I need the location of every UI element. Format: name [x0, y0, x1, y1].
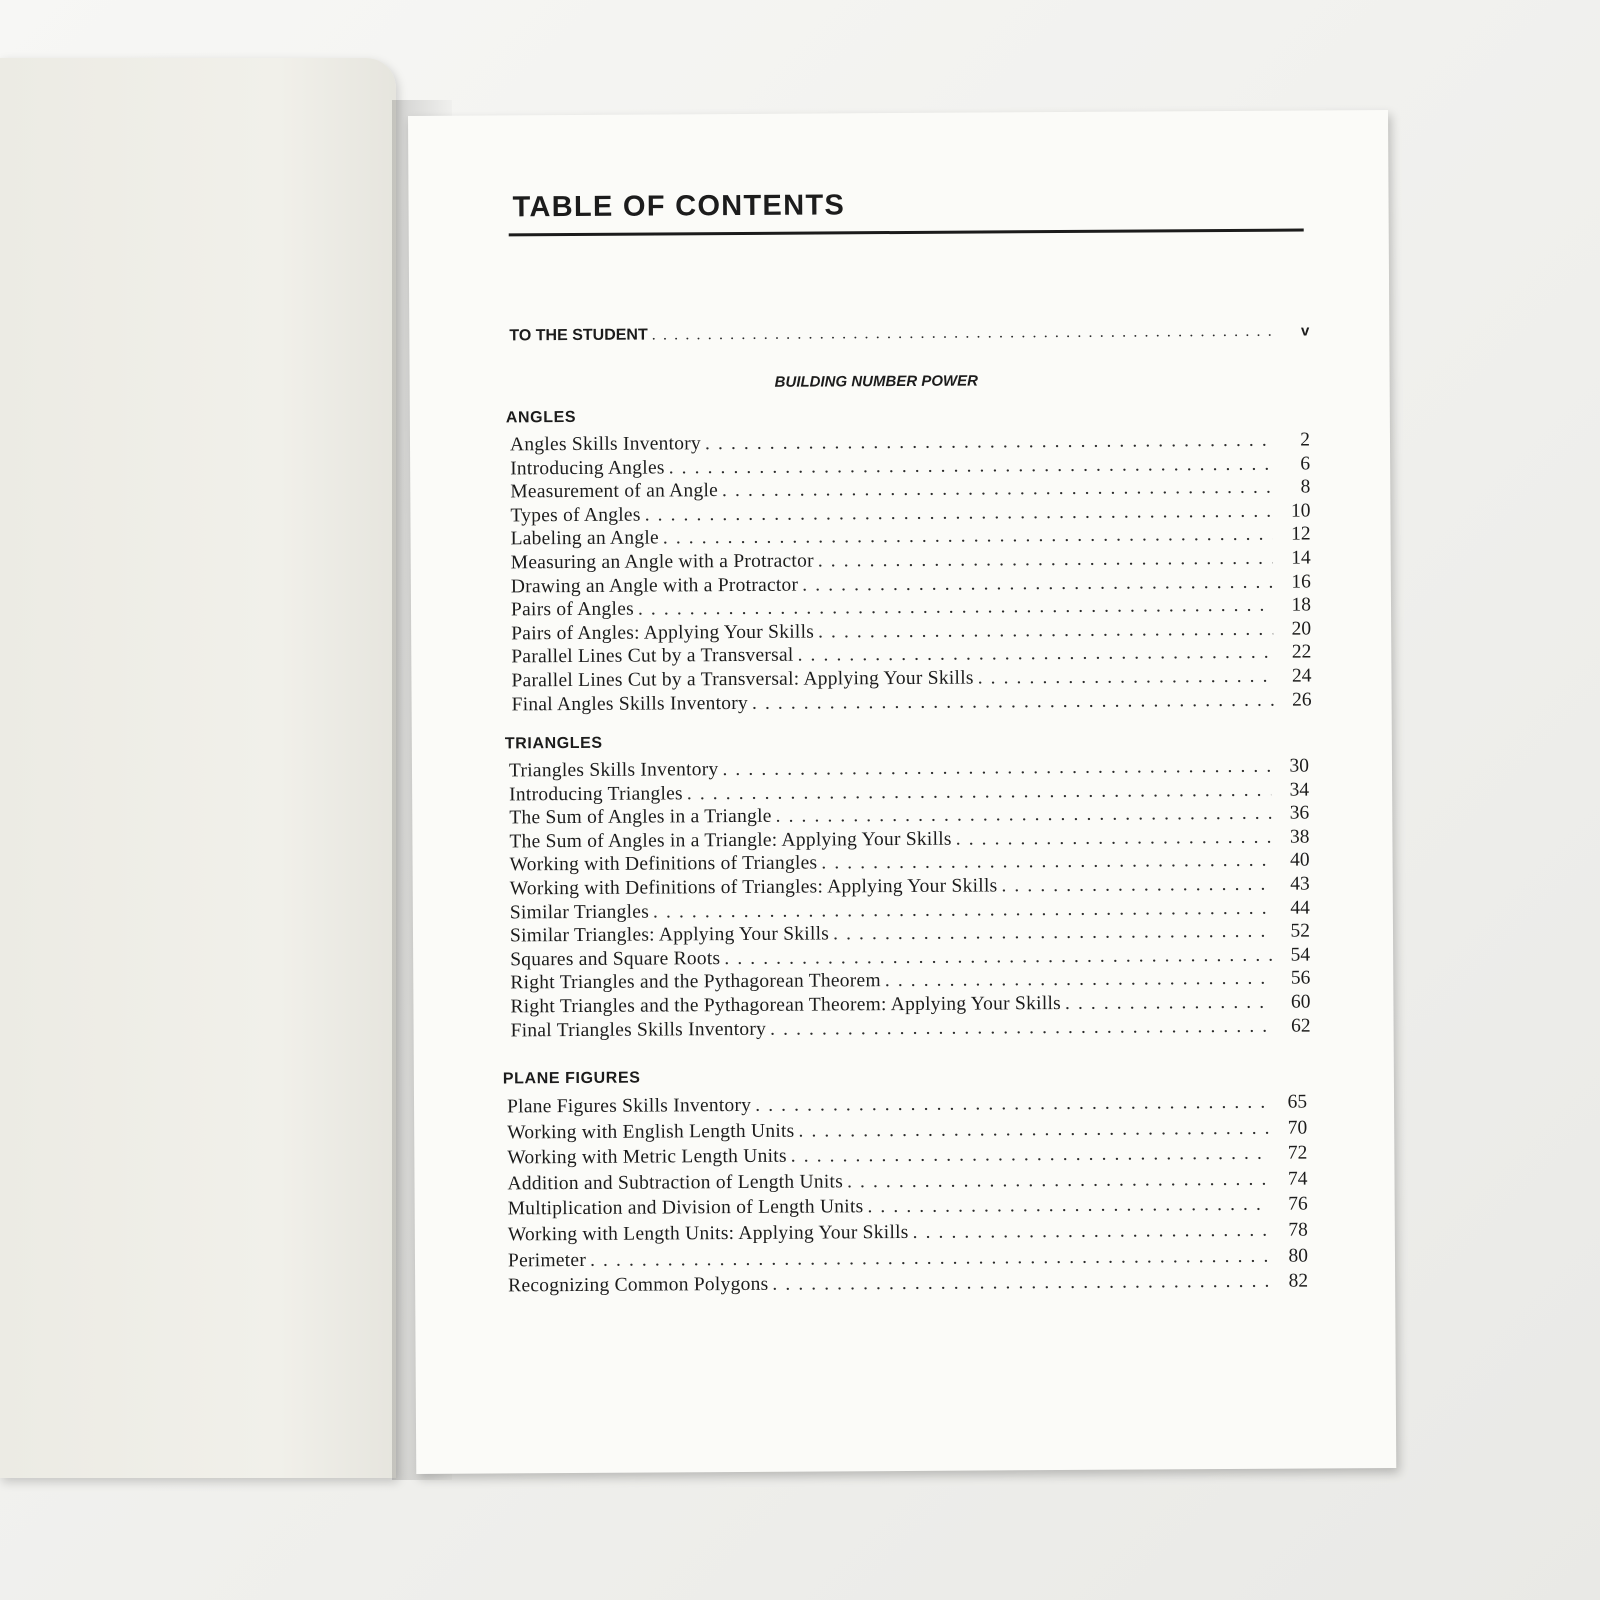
- dot-leader: [797, 641, 1273, 667]
- dot-leader: [776, 802, 1272, 829]
- entry-title: The Sum of Angles in a Triangle: Applying Your Skills: [509, 828, 952, 853]
- entry-title: Working with English Length Units: [507, 1120, 795, 1144]
- dot-leader: [772, 1269, 1270, 1298]
- entry-page-number: 36: [1289, 802, 1310, 824]
- dot-leader: [818, 547, 1273, 573]
- entry-title: Addition and Subtraction of Length Units: [507, 1171, 844, 1195]
- entry-title: Pairs of Angles: [510, 598, 635, 621]
- entry-title: Working with Definitions of Triangles: [509, 852, 818, 876]
- entry-page-number: 82: [1288, 1270, 1309, 1292]
- dot-leader: [885, 967, 1273, 993]
- entry-title: Perimeter: [507, 1249, 587, 1271]
- dot-leader: [1001, 873, 1271, 898]
- entry-title: Introducing Triangles: [509, 782, 683, 805]
- entry-title: The Sum of Angles in a Triangle: [509, 805, 772, 829]
- entry-title: Plane Figures Skills Inventory: [506, 1094, 752, 1118]
- entry-page-number: 24: [1291, 665, 1312, 687]
- section-plane-figures: [502, 1066, 1309, 1300]
- entry-page-number: 43: [1290, 873, 1310, 895]
- section-triangles: [504, 731, 1311, 1043]
- entry-page-number: 78: [1288, 1219, 1308, 1241]
- section-angles: [505, 404, 1312, 716]
- dot-leader: [705, 429, 1272, 456]
- entry-title: Multiplication and Division of Length Units: [507, 1196, 864, 1220]
- entry-title: Working with Definitions of Triangles: Applying Your Skills: [509, 875, 998, 900]
- entry-title: Measuring an Angle with a Protractor: [510, 550, 814, 574]
- entry-title: Right Triangles and the Pythagorean Theorem: [510, 970, 881, 994]
- entry-page-number: 6: [1300, 453, 1311, 475]
- dot-leader: [833, 920, 1272, 946]
- dot-leader: [818, 617, 1273, 643]
- entry-page-number: 30: [1289, 755, 1310, 777]
- entry-page-number: 26: [1292, 689, 1312, 711]
- entry-title: TO THE STUDENT: [509, 326, 648, 345]
- entry-title: Measurement of an Angle: [510, 480, 719, 503]
- entry-page-number: 70: [1287, 1117, 1308, 1139]
- dot-leader: [752, 688, 1274, 715]
- part-heading: BUILDING NUMBER POWER: [774, 372, 979, 391]
- entry-title: Labeling an Angle: [510, 527, 659, 550]
- entry-page-number: 16: [1291, 571, 1311, 593]
- entry-title: Parallel Lines Cut by a Transversal: Applying Your Skills: [511, 667, 974, 692]
- toc-entry: [508, 1269, 1308, 1299]
- entry-page-number: 56: [1290, 967, 1311, 989]
- dot-leader: [722, 476, 1272, 503]
- entry-title: Similar Triangles: [509, 901, 650, 923]
- entry-page-number: 40: [1290, 849, 1310, 872]
- dot-leader: [956, 826, 1272, 852]
- entry-title: Drawing an Angle with a Protractor: [510, 574, 799, 597]
- title-underline: [509, 229, 1304, 237]
- entry-title: Squares and Square Roots: [510, 947, 721, 971]
- entry-title: Types of Angles: [510, 504, 641, 527]
- entry-title: Parallel Lines Cut by a Transversal: [511, 644, 794, 668]
- toc-entry: [512, 688, 1312, 716]
- entry-page-number: v: [1300, 322, 1310, 340]
- entry-page-number: 12: [1291, 523, 1311, 545]
- left-page: [0, 58, 396, 1478]
- entry-page-number: 14: [1291, 547, 1311, 569]
- dot-leader: [770, 1014, 1273, 1041]
- entry-page-number: 18: [1291, 594, 1312, 616]
- dot-leader: [847, 1167, 1270, 1195]
- dot-leader: [724, 943, 1272, 970]
- entry-title: Triangles Skills Inventory: [508, 759, 719, 782]
- page-title: TABLE OF CONTENTS: [512, 189, 846, 224]
- entry-page-number: 8: [1300, 476, 1311, 498]
- entry-title: Working with Length Units: Applying Your Skills: [507, 1221, 909, 1246]
- entry-page-number: 20: [1291, 618, 1312, 640]
- entry-page-number: 10: [1290, 500, 1311, 522]
- entry-title: Similar Triangles: Applying Your Skills: [509, 923, 830, 947]
- entry-page-number: 60: [1290, 991, 1311, 1013]
- entry-title: Final Triangles Skills Inventory: [510, 1018, 767, 1041]
- section-entry-list: [509, 755, 1311, 1043]
- entry-page-number: 34: [1289, 779, 1310, 801]
- entry-page-number: 65: [1287, 1091, 1308, 1113]
- dot-leader: [755, 1090, 1269, 1119]
- right-page: [408, 110, 1396, 1474]
- entry-title: Pairs of Angles: Applying Your Skills: [511, 621, 815, 645]
- section-heading: PLANE FIGURES: [502, 1069, 641, 1088]
- entry-page-number: 38: [1289, 826, 1310, 848]
- entry-page-number: 74: [1287, 1168, 1308, 1190]
- section-heading: ANGLES: [505, 408, 577, 427]
- entry-title: Recognizing Common Polygons: [508, 1273, 769, 1297]
- dot-leader: [821, 849, 1271, 875]
- entry-page-number: 80: [1288, 1245, 1309, 1267]
- dot-leader: [867, 1192, 1269, 1220]
- toc-entry-to-the-student: [509, 322, 1309, 345]
- section-heading: TRIANGLES: [504, 734, 603, 753]
- dot-leader: [687, 778, 1271, 805]
- entry-page-number: 76: [1288, 1193, 1308, 1216]
- section-entry-list: [507, 1090, 1308, 1300]
- entry-title: Angles Skills Inventory: [509, 433, 702, 456]
- entry-title: Working with Metric Length Units: [507, 1145, 787, 1169]
- entry-title: Final Angles Skills Inventory: [511, 692, 749, 715]
- dot-leader: [791, 1141, 1270, 1170]
- dot-leader: [652, 323, 1276, 345]
- dot-leader: [1065, 991, 1273, 1016]
- dot-leader: [722, 755, 1271, 782]
- entry-page-number: 54: [1290, 944, 1311, 966]
- entry-page-number: 52: [1290, 920, 1311, 942]
- entry-page-number: 44: [1290, 897, 1310, 919]
- toc-entry: [511, 1014, 1311, 1042]
- entry-page-number: 22: [1291, 641, 1312, 663]
- dot-leader: [913, 1218, 1270, 1246]
- entry-page-number: 62: [1291, 1015, 1311, 1037]
- entry-title: Right Triangles and the Pythagorean Theorem: Applying Your Skills: [510, 992, 1062, 1018]
- dot-leader: [802, 570, 1273, 596]
- dot-leader: [798, 1115, 1269, 1143]
- entry-page-number: 2: [1300, 429, 1311, 451]
- dot-leader: [978, 665, 1274, 690]
- section-entry-list: [510, 428, 1312, 716]
- entry-title: Introducing Angles: [510, 457, 665, 479]
- entry-page-number: 72: [1287, 1142, 1308, 1164]
